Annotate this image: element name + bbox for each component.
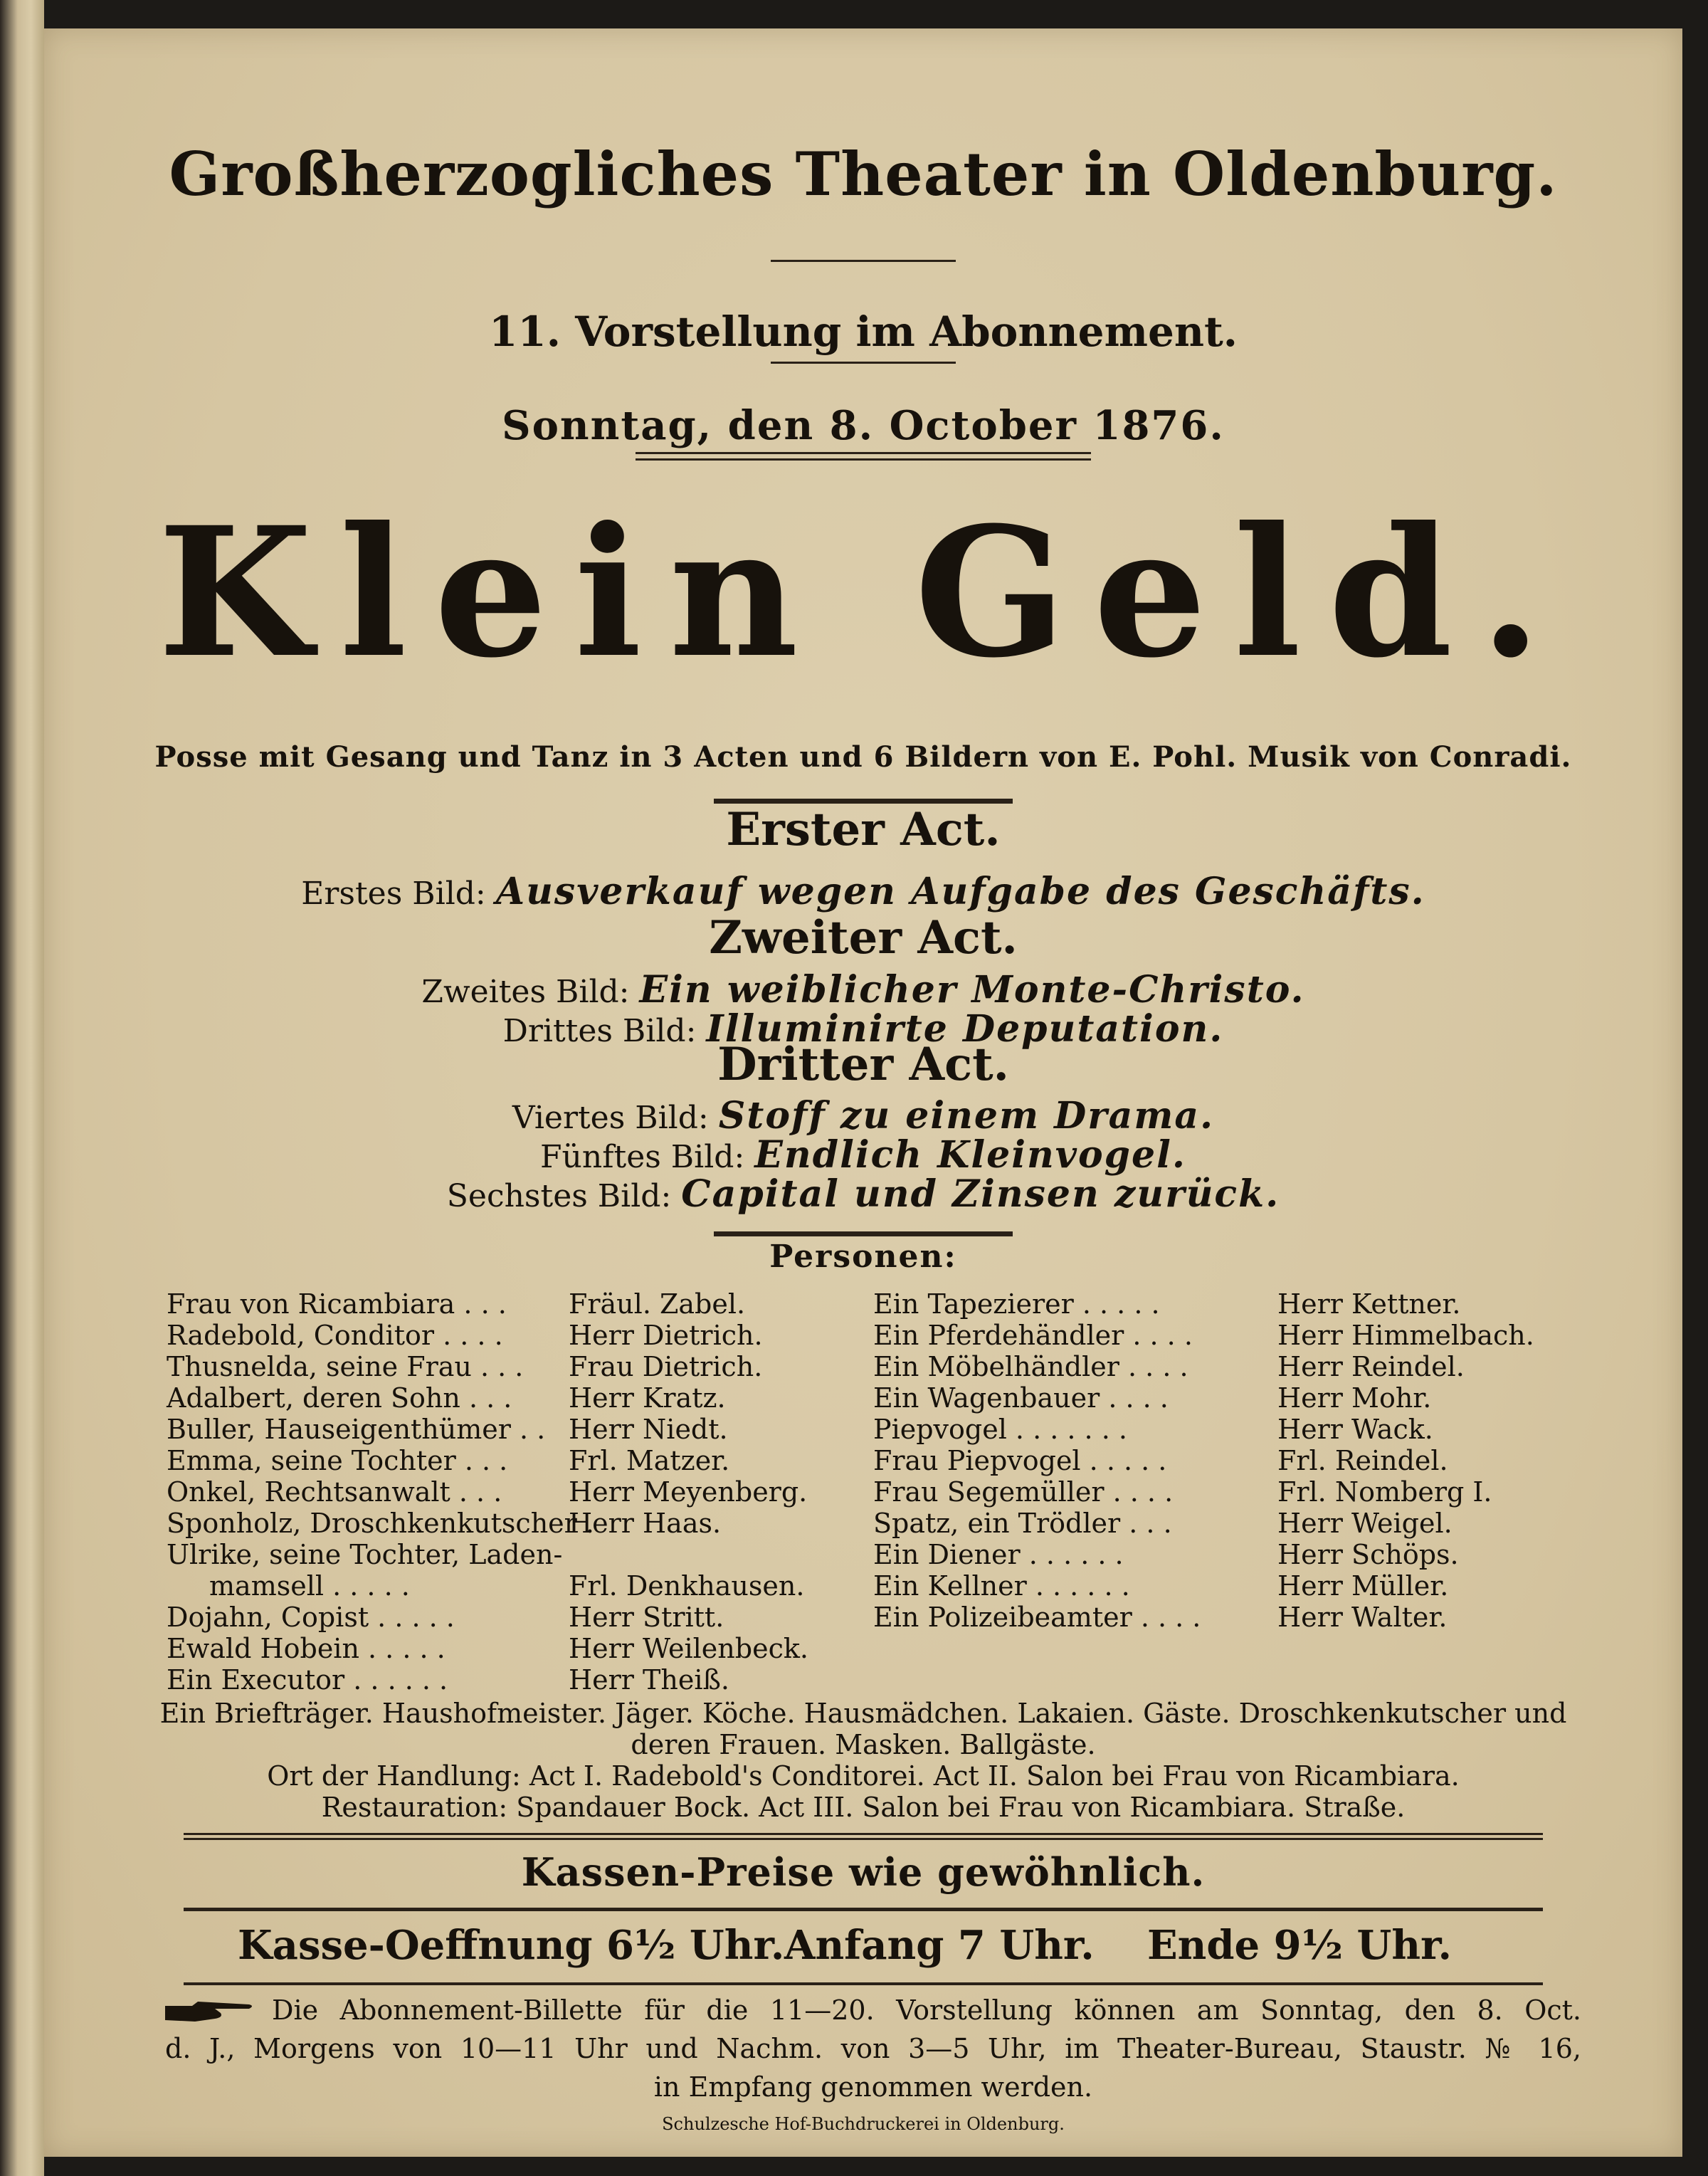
- book-spine: [0, 0, 44, 2176]
- cast-role: mamsell . . . . .: [209, 1570, 410, 1602]
- cast-row: [167, 1351, 850, 1382]
- cast-role: Ein Diener . . . . . .: [873, 1539, 1124, 1570]
- cast-row: [873, 1570, 1585, 1602]
- cast-role: Ein Möbelhändler . . . .: [873, 1351, 1188, 1382]
- divider: [771, 362, 956, 364]
- cast-actor: Herr Stritt.: [569, 1602, 724, 1633]
- cast-actor: Herr Meyenberg.: [569, 1476, 808, 1508]
- cast-list-right: [873, 1288, 1585, 1633]
- double-divider: [184, 1833, 1543, 1840]
- cast-role: Thusnelda, seine Frau . . .: [167, 1351, 524, 1382]
- cast-role: Buller, Hauseigenthümer . .: [167, 1414, 546, 1445]
- cast-role: Onkel, Rechtsanwalt . . .: [167, 1476, 502, 1508]
- cast-actor: Frl. Reindel.: [1277, 1445, 1448, 1476]
- cast-role: Frau Piepvogel . . . . .: [873, 1445, 1167, 1476]
- scene-title: Ausverkauf wegen Aufgabe des Geschäfts.: [495, 870, 1425, 913]
- performance-number: 11. Vorstellung im Abonnement.: [488, 308, 1238, 356]
- cast-actor: Herr Wack.: [1277, 1414, 1433, 1445]
- cast-row: [167, 1508, 850, 1539]
- cast-role: Ein Tapezierer . . . . .: [873, 1288, 1160, 1320]
- cast-role: Ein Wagenbauer . . . .: [873, 1382, 1169, 1414]
- scene-line: [44, 1094, 1682, 1137]
- scene-label: Viertes Bild:: [512, 1100, 709, 1136]
- scene-line: [44, 870, 1682, 913]
- theater-name: Großherzogliches Theater in Oldenburg.: [169, 139, 1558, 209]
- cast-role: Ein Executor . . . . . .: [167, 1664, 448, 1696]
- cast-actor: Herr Dietrich.: [569, 1320, 763, 1351]
- cast-row: [167, 1664, 850, 1696]
- cast-actor: Herr Kratz.: [569, 1382, 726, 1414]
- cast-role: Emma, seine Tochter . . .: [167, 1445, 508, 1476]
- cast-actor: Herr Walter.: [1277, 1602, 1448, 1633]
- cast-actor: Herr Reindel.: [1277, 1351, 1465, 1382]
- cast-row: [873, 1602, 1585, 1633]
- scene-line: [44, 968, 1682, 1011]
- printer-imprint: Schulzesche Hof-Buchdruckerei in Oldenburg.: [662, 2114, 1065, 2134]
- setting-line: Restauration: Spandauer Bock. Act III. Salon bei Frau von Ricambiara. Straße.: [321, 1792, 1406, 1823]
- cast-row: [167, 1539, 850, 1570]
- start-time: Anfang 7 Uhr.: [784, 1922, 1095, 1969]
- cast-row: [167, 1445, 850, 1476]
- cast-role: Dojahn, Copist . . . . .: [167, 1602, 455, 1633]
- cast-row: [873, 1382, 1585, 1414]
- setting-line: Ort der Handlung: Act I. Radebold's Conditorei. Act II. Salon bei Frau von Ricambiara.: [267, 1760, 1460, 1792]
- cast-row: [167, 1633, 850, 1664]
- scene-label: Zweites Bild:: [421, 974, 630, 1010]
- extras-line: deren Frauen. Masken. Ballgäste.: [631, 1729, 1096, 1760]
- cast-role: Ewald Hobein . . . . .: [167, 1633, 446, 1664]
- cast-role: Ulrike, seine Tochter, Laden-: [167, 1539, 563, 1570]
- cast-role: Sponholz, Droschkenkutscher .: [167, 1508, 594, 1539]
- times-line: [44, 1922, 1682, 1972]
- cast-actor: Herr Niedt.: [569, 1414, 728, 1445]
- cast-role: Frau Segemüller . . . .: [873, 1476, 1174, 1508]
- cast-role: Adalbert, deren Sohn . . .: [167, 1382, 512, 1414]
- cast-row: [873, 1320, 1585, 1351]
- cast-actor: Fräul. Zabel.: [569, 1288, 746, 1320]
- act-heading: Zweiter Act.: [709, 911, 1018, 965]
- play-subtitle: Posse mit Gesang und Tanz in 3 Acten und 6 Bildern von E. Pohl. Musik von Conradi.: [154, 740, 1572, 774]
- act-heading: Dritter Act.: [717, 1038, 1009, 1091]
- divider: [184, 1982, 1543, 1985]
- cast-row: [873, 1445, 1585, 1476]
- cast-row: [873, 1539, 1585, 1570]
- double-divider: [636, 452, 1091, 461]
- cast-actor: Herr Haas.: [569, 1508, 722, 1539]
- scene-line: [44, 1133, 1682, 1177]
- cast-role: Frau von Ricambiara . . .: [167, 1288, 507, 1320]
- cast-row: [167, 1320, 850, 1351]
- cast-actor: Frau Dietrich.: [569, 1351, 763, 1382]
- cast-actor: Frl. Nomberg I.: [1277, 1476, 1492, 1508]
- cast-row: [873, 1288, 1585, 1320]
- scene-title: Stoff zu einem Drama.: [718, 1094, 1215, 1137]
- cast-row: [167, 1414, 850, 1445]
- scene-title: Ein weiblicher Monte-Christo.: [639, 968, 1305, 1011]
- cast-row: [167, 1288, 850, 1320]
- cast-actor: Frl. Denkhausen.: [569, 1570, 805, 1602]
- cast-row: [873, 1351, 1585, 1382]
- cast-list-left: [167, 1288, 850, 1696]
- scene-label: Drittes Bild:: [502, 1013, 697, 1049]
- cast-actor: Herr Müller.: [1277, 1570, 1449, 1602]
- cast-row: [873, 1476, 1585, 1508]
- end-time: Ende 9½ Uhr.: [1147, 1922, 1452, 1969]
- scene-line: [44, 1172, 1682, 1216]
- scene-title: Capital und Zinsen zurück.: [681, 1172, 1280, 1216]
- scene-label: Sechstes Bild:: [446, 1178, 672, 1214]
- cast-actor: Herr Mohr.: [1277, 1382, 1432, 1414]
- scene-title: Endlich Kleinvogel.: [754, 1133, 1186, 1177]
- cast-actor: Frl. Matzer.: [569, 1445, 730, 1476]
- notice-line: d. J., Morgens von 10—11 Uhr und Nachm. von 3—5 Uhr, im Theater-Bureau, Staustr. № 16,: [165, 2033, 1581, 2064]
- divider: [184, 1908, 1543, 1911]
- cast-row: [167, 1476, 850, 1508]
- cast-row: [167, 1382, 850, 1414]
- performance-date: Sonntag, den 8. October 1876.: [502, 402, 1225, 449]
- subscription-notice: [165, 1991, 1581, 2106]
- play-title: Klein Geld.: [157, 488, 1569, 697]
- cast-role: Ein Pferdehändler . . . .: [873, 1320, 1193, 1351]
- cast-row: [873, 1508, 1585, 1539]
- personen-heading: Personen:: [769, 1239, 957, 1275]
- divider: [714, 1231, 1013, 1236]
- cast-role: Spatz, ein Trödler . . .: [873, 1508, 1172, 1539]
- act-heading: Erster Act.: [726, 803, 1001, 856]
- notice-line: in Empfang genommen werden.: [653, 2071, 1093, 2103]
- scene-title: Illuminirte Deputation.: [706, 1007, 1224, 1051]
- box-office-opening: Kasse-Oeffnung 6½ Uhr.: [238, 1922, 785, 1969]
- extras-line: Ein Briefträger. Haushofmeister. Jäger. Köche. Hausmädchen. Lakaien. Gäste. Droschkenkutscher und: [159, 1698, 1567, 1729]
- ticket-prices: Kassen-Preise wie gewöhnlich.: [521, 1849, 1206, 1895]
- cast-row: [167, 1570, 850, 1602]
- cast-role: Ein Polizeibeamter . . . .: [873, 1602, 1201, 1633]
- cast-actor: Herr Schöps.: [1277, 1539, 1459, 1570]
- cast-actor: Herr Theiß.: [569, 1664, 729, 1696]
- notice-line: Die Abonnement-Billette für die 11—20. Vorstellung können am Sonntag, den 8. Oct.: [272, 1994, 1581, 2026]
- scene-label: Erstes Bild:: [301, 876, 486, 912]
- cast-role: Ein Kellner . . . . . .: [873, 1570, 1130, 1602]
- cast-actor: Herr Himmelbach.: [1277, 1320, 1534, 1351]
- cast-row: [873, 1414, 1585, 1445]
- playbill-page: [44, 28, 1682, 2157]
- scene-label: Fünftes Bild:: [540, 1139, 745, 1175]
- divider: [771, 260, 956, 262]
- cast-row: [167, 1602, 850, 1633]
- cast-actor: Herr Weigel.: [1277, 1508, 1453, 1539]
- cast-actor: Herr Kettner.: [1277, 1288, 1461, 1320]
- cast-actor: Herr Weilenbeck.: [569, 1633, 808, 1664]
- cast-role: Radebold, Conditor . . . .: [167, 1320, 503, 1351]
- cast-role: Piepvogel . . . . . . .: [873, 1414, 1127, 1445]
